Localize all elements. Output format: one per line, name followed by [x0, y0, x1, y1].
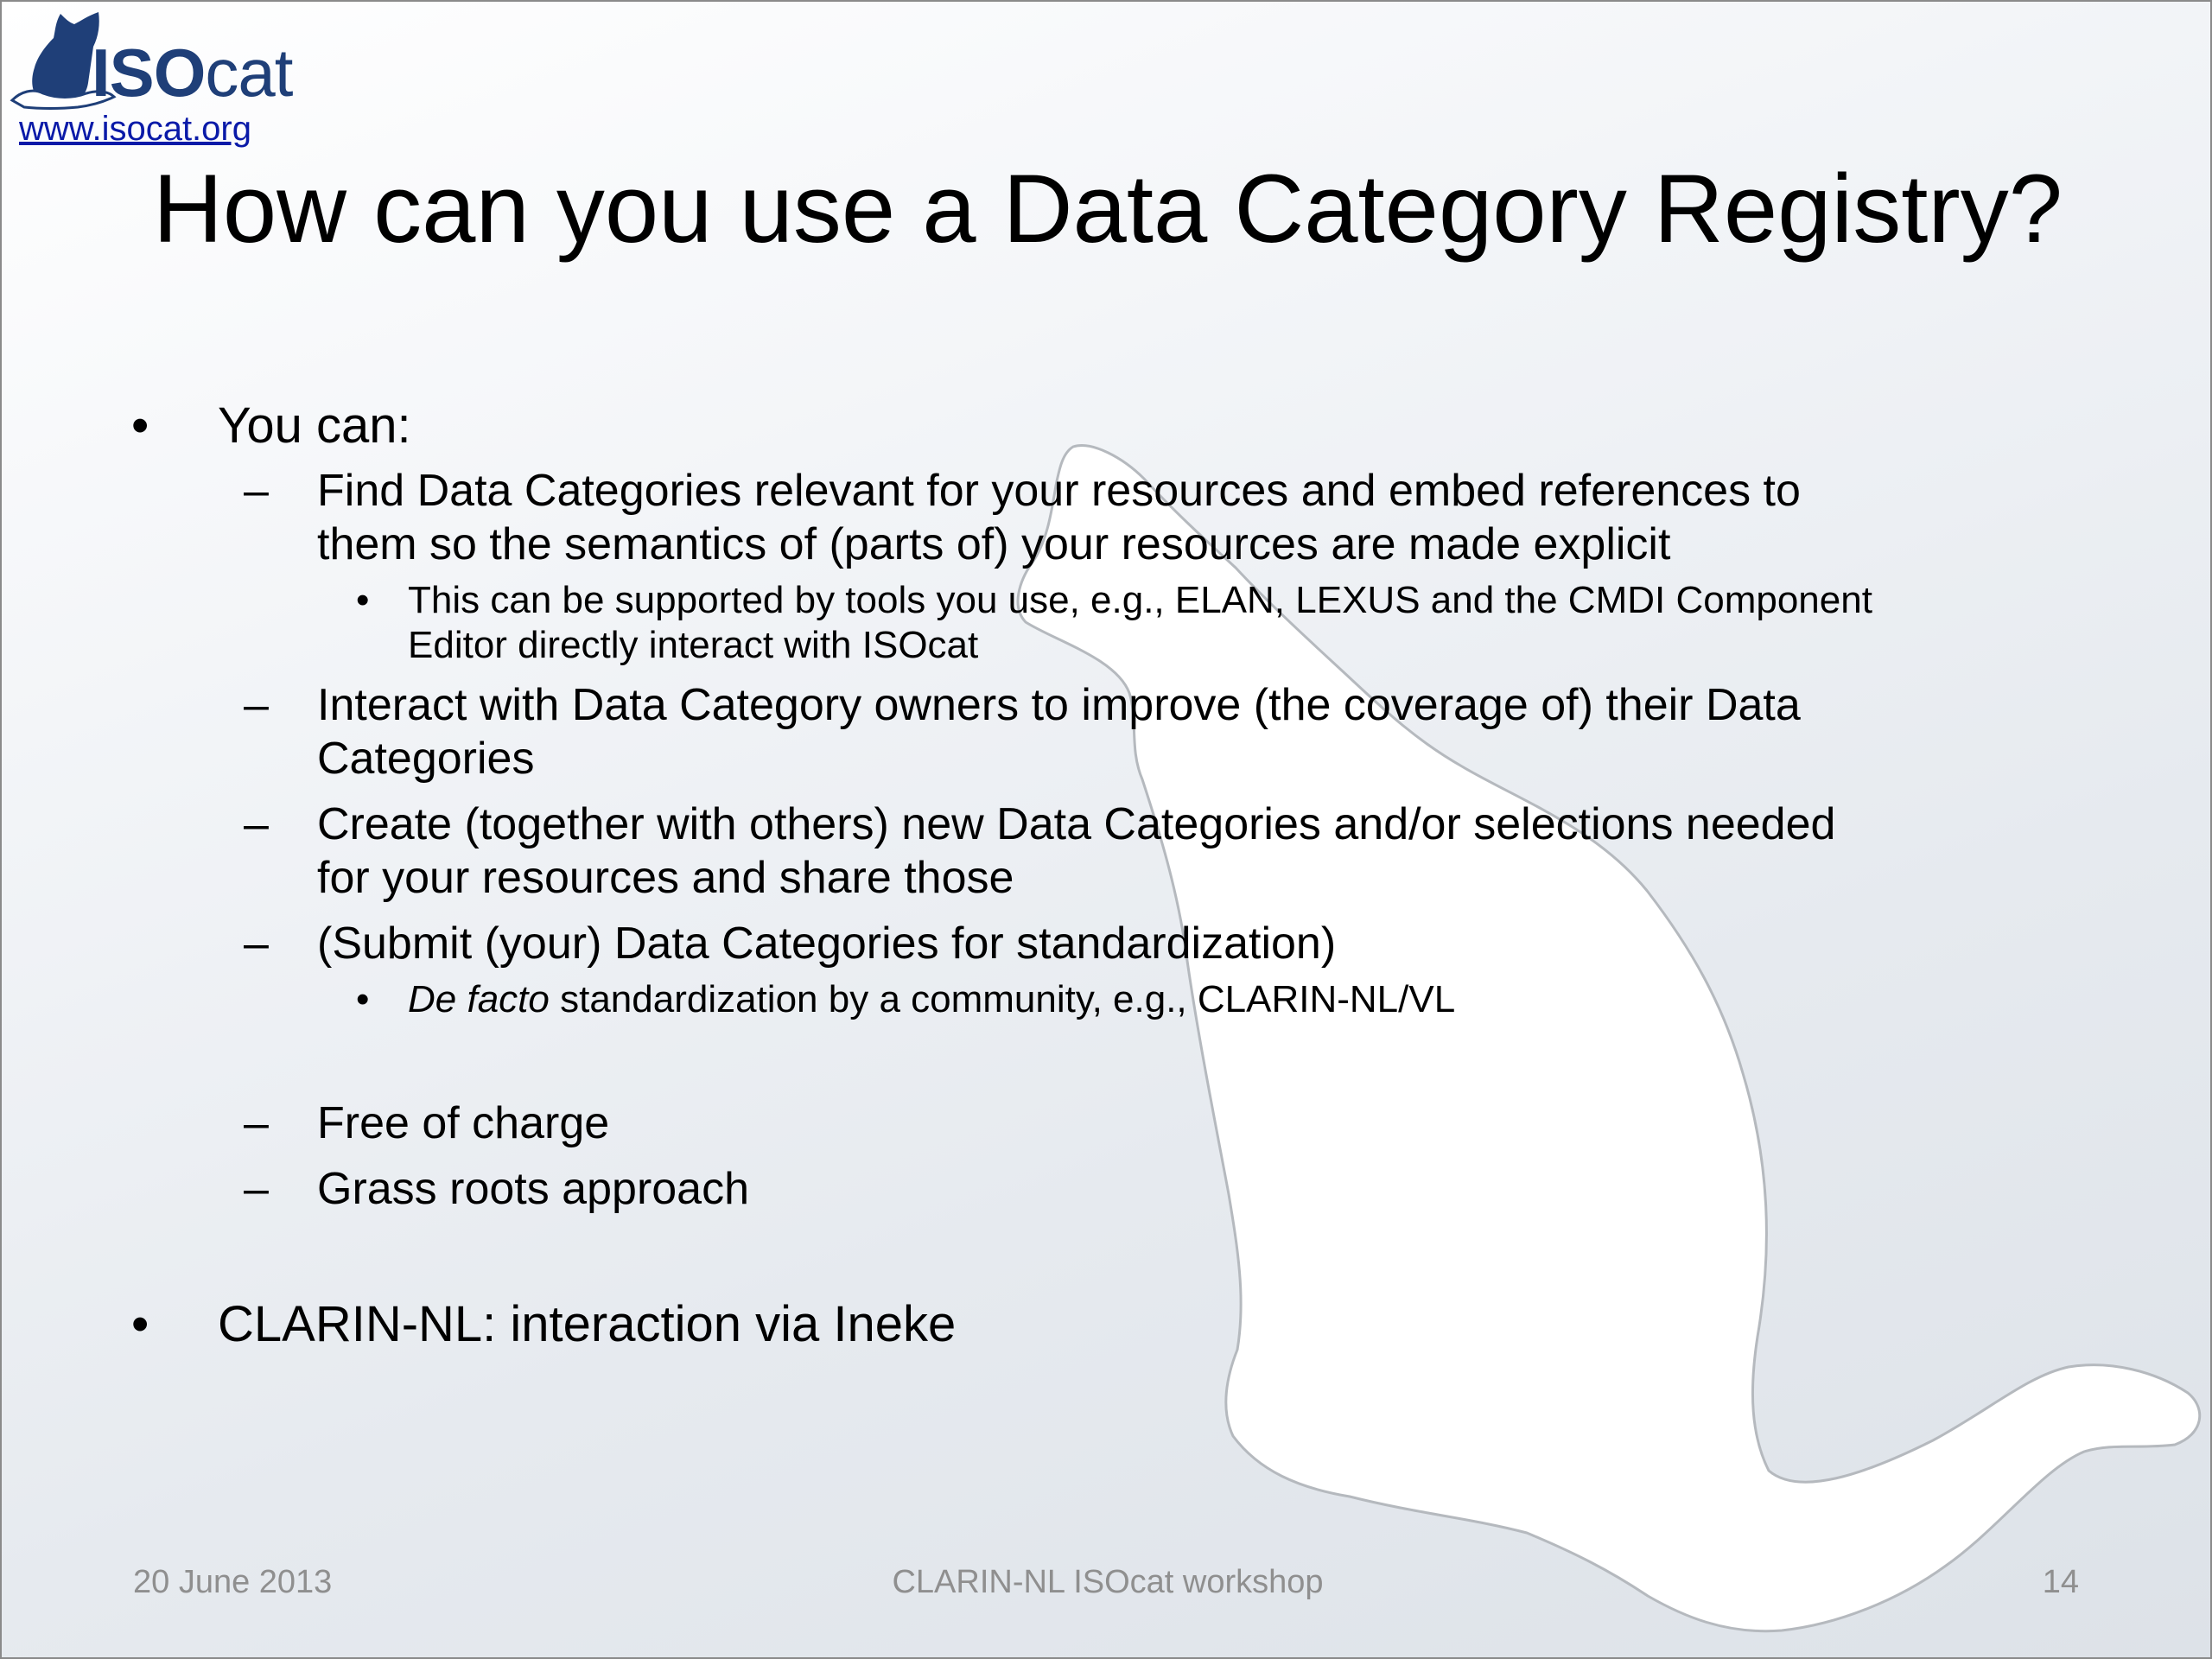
slide-content: [131, 395, 2075, 1356]
dash-marker: –: [244, 680, 269, 730]
italic-term: De facto: [408, 978, 550, 1020]
sub-bullet-line: them so the semantics of (parts of) your resources are made explicit: [317, 519, 1671, 569]
sub-sub-bullet-rest: standardization by a community, e.g., CLARIN-NL/VL: [549, 978, 1456, 1020]
sub-bullet-line: (Submit (your) Data Categories for standardization): [317, 918, 1337, 969]
bullet-marker: •: [131, 397, 149, 454]
sub-sub-bullet-line: This can be supported by tools you use, e.g., ELAN, LEXUS and the CMDI Component: [408, 579, 1872, 621]
sub-bullet-line: for your resources and share those: [317, 853, 1014, 903]
sub-sub-bullet-line: Editor directly interact with ISOcat: [408, 624, 979, 666]
sub-bullet-line: Free of charge: [317, 1098, 610, 1148]
sub-bullet-line: Grass roots approach: [317, 1164, 750, 1214]
sub-bullet-line: Create (together with others) new Data Categories and/or selections needed: [317, 799, 1836, 849]
sub-bullet-line: Interact with Data Category owners to improve (the coverage of) their Data: [317, 680, 1801, 730]
bullet-marker: •: [131, 1296, 149, 1352]
sub-bullet-grass: [244, 1162, 2075, 1216]
logo: [9, 7, 294, 111]
sub-bullet-submit: [244, 917, 2075, 970]
dash-marker: –: [244, 918, 269, 969]
bullet-you-can: [131, 395, 2075, 457]
footer-date: 20 June 2013: [133, 1564, 333, 1600]
bullet-text: You can:: [218, 397, 411, 454]
sub-bullet-line: Categories: [317, 734, 535, 784]
sub-bullet-interact: [244, 678, 2075, 785]
dash-marker: –: [244, 1098, 269, 1148]
bullet-text: CLARIN-NL: interaction via Ineke: [218, 1296, 957, 1352]
sub-sub-bullet-line: [408, 977, 2075, 1022]
footer-page-number: 14: [2042, 1564, 2079, 1600]
dash-marker: –: [244, 1164, 269, 1214]
bullet-marker: •: [356, 978, 370, 1020]
sub-bullet-free: [244, 1096, 2075, 1150]
sub-bullet-find: [244, 464, 2075, 571]
sub-sub-bullet-defacto: [356, 977, 2075, 1022]
website-link[interactable]: www.isocat.org: [19, 110, 251, 148]
logo-iso: ISO: [92, 35, 206, 111]
slide-title: How can you use a Data Category Registry?: [153, 155, 2063, 263]
dash-marker: –: [244, 799, 269, 849]
logo-cat: cat: [205, 35, 293, 111]
sub-sub-bullet-tools: [356, 578, 2075, 668]
dash-marker: –: [244, 466, 269, 516]
footer-event: CLARIN-NL ISOcat workshop: [892, 1564, 1324, 1600]
sub-bullet-line: Find Data Categories relevant for your resources and embed references to: [317, 466, 1801, 516]
bullet-marker: •: [356, 579, 370, 621]
logo-wordmark: [92, 35, 293, 111]
bullet-clarin: [131, 1294, 2075, 1356]
sub-bullet-create: [244, 798, 2075, 905]
